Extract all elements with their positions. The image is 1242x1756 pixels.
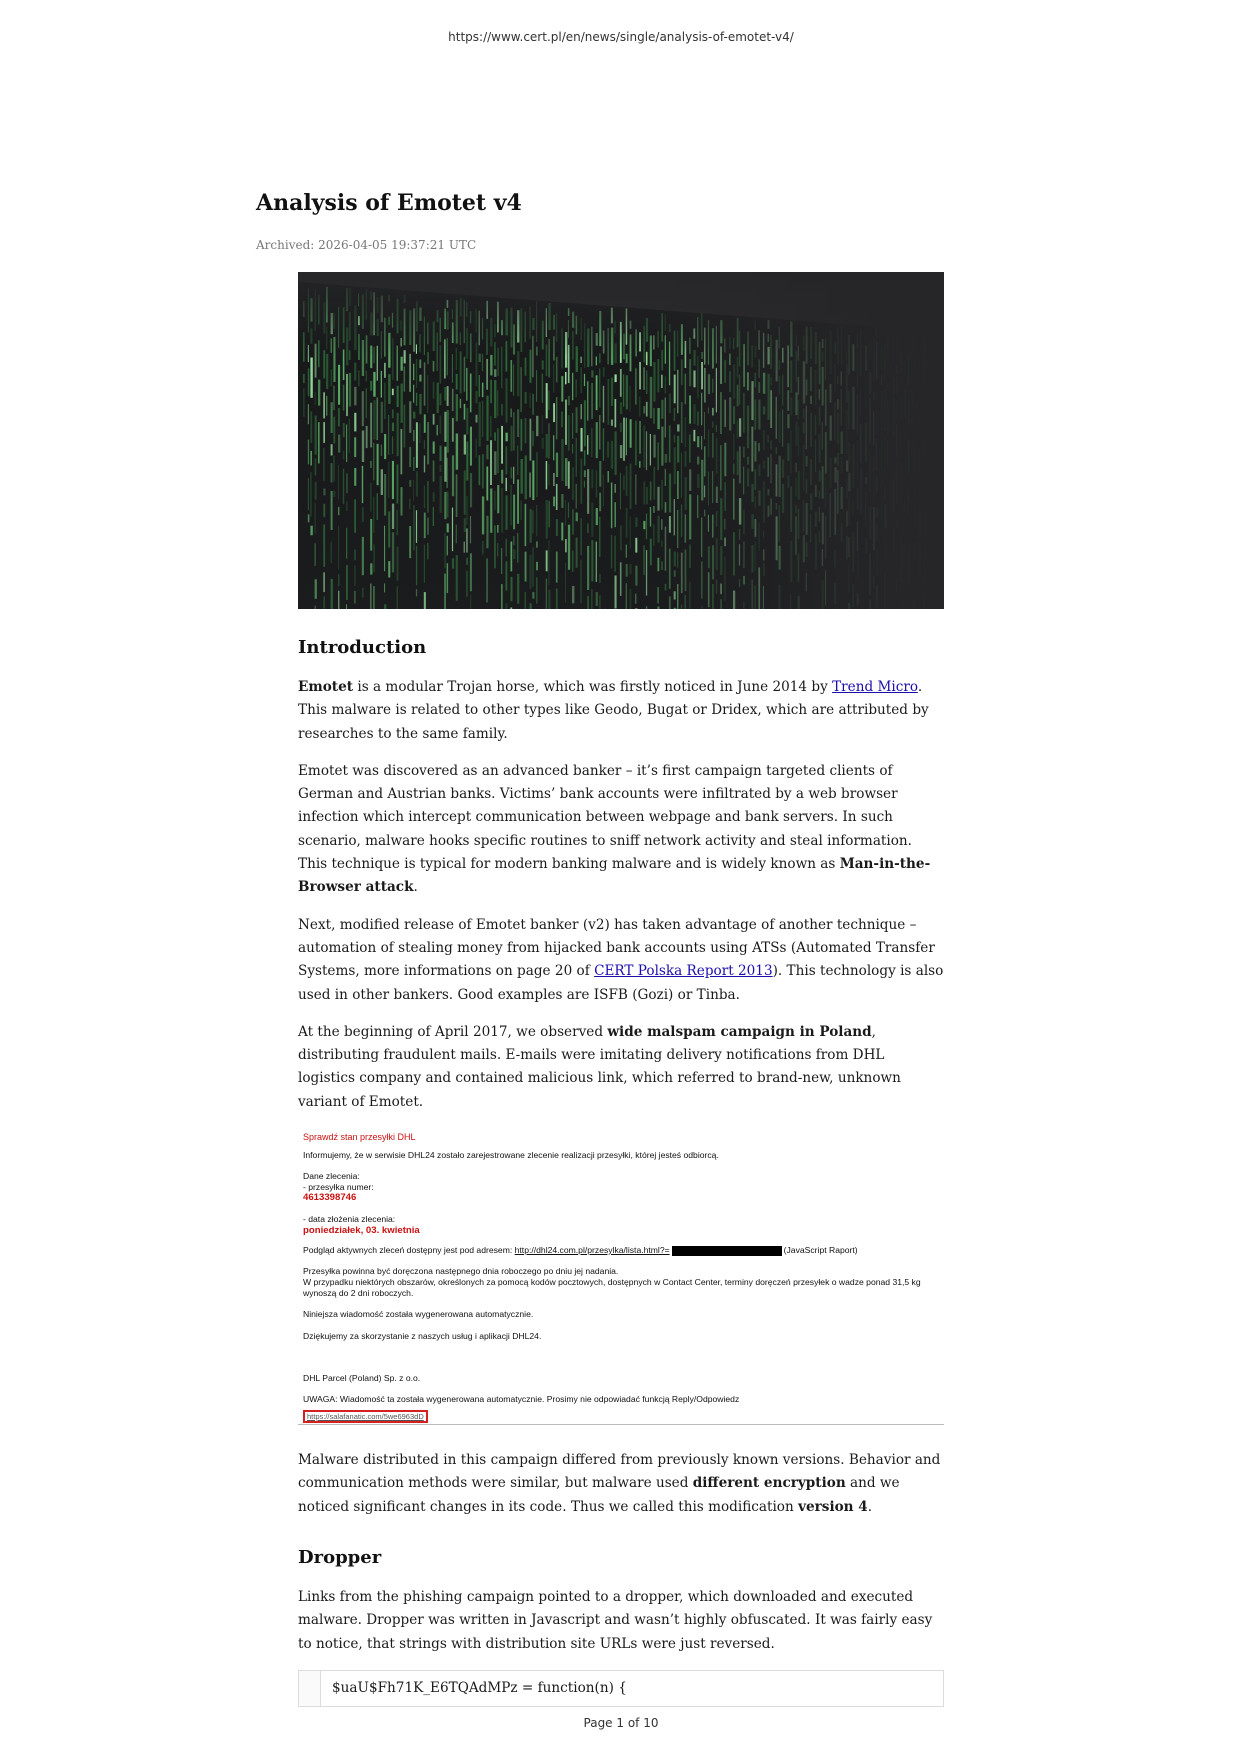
email-preview-suffix: (JavaScript Raport) (783, 1245, 858, 1256)
campaign-paragraph (298, 1449, 944, 1519)
email-malicious-link: https://salafanatic.com/5we6963dD (303, 1410, 428, 1423)
email-date-label: - data złożenia zlecenia: (303, 1214, 396, 1225)
cert-report-link[interactable]: CERT Polska Report 2013 (594, 963, 773, 980)
phishing-email-screenshot (298, 1128, 944, 1425)
intro-p3-text: Next, modified release of Emotet banker (v2) has taken advantage of another technique – automation of stealing money from hijacked bank accounts using ATSs (Automated Transfer Systems, more informations on page 20 of (298, 916, 935, 980)
dropper-heading: Dropper (298, 1546, 382, 1568)
intro-p2-end: . (413, 879, 418, 896)
trend-micro-link[interactable]: Trend Micro (832, 679, 918, 695)
email-details-label: Dane zlecenia: (303, 1171, 360, 1182)
article-body (298, 272, 944, 1707)
campaign-text-2: and we noticed significant changes in its code. Thus we called this modification (298, 1475, 900, 1515)
code-block (298, 1670, 944, 1707)
email-malicious-link-row (303, 1411, 428, 1421)
campaign-text: Malware distributed in this campaign differed from previously known versions. Behavior and communication methods were similar, but malware used (298, 1452, 941, 1492)
hero-matrix-code-image (298, 272, 944, 609)
intro-paragraph-1 (298, 676, 944, 746)
introduction-heading: Introduction (298, 637, 427, 658)
dropper-paragraph: Links from the phishing campaign pointed to a dropper, which downloaded and executed malware. Dropper was written in Javascript and wasn’t highly obfuscated. It was fairly easy to notice, that strings with distribution site URLs were just reversed. (298, 1588, 933, 1652)
emotet-bold: Emotet (298, 679, 354, 695)
intro-paragraph-3 (298, 914, 944, 1007)
code-line: $uaU$Fh71K_E6TQAdMPz = function(n) { (332, 1679, 627, 1696)
intro-p4-text: At the beginning of April 2017, we observed (298, 1023, 608, 1040)
code-line-gutter (299, 1671, 321, 1706)
email-preview-text: Podgląd aktywnych zleceń dostępny jest pod adresem: (303, 1245, 515, 1256)
intro-p4-text-end: , distributing fraudulent mails. E-mails were imitating delivery notifications from DHL logistics company and contained malicious link, which referred to brand-new, unknown variant of Emotet. (298, 1023, 901, 1110)
intro-paragraph-2 (298, 760, 944, 900)
email-number-label: - przesyłka numer: (303, 1182, 374, 1193)
email-preview-line (303, 1245, 858, 1256)
email-auto-message: Niniejsza wiadomość została wygenerowana automatycznie. (303, 1309, 534, 1320)
intro-p1-text-end: . This malware is related to other types like Geodo, Bugat or Dridex, which are attributed by researches to the same family. (298, 679, 929, 742)
email-delivery-2: W przypadku niektórych obszarów, określonych za pomocą kodów pocztowych, dostępnych w Contact Center, terminy doręczeń przesyłek o wadze ponad 31,5 kg (303, 1277, 921, 1288)
email-preview-link: http://dhl24.com.pl/przesylka/lista.html?= (514, 1245, 670, 1256)
email-delivery-3: wynoszą do 2 dni roboczych. (303, 1288, 414, 1299)
email-subject: Sprawdź stan przesyłki DHL (303, 1132, 416, 1143)
archived-timestamp: Archived: 2026-04-05 19:37:21 UTC (256, 238, 477, 252)
redaction-bar (672, 1246, 782, 1256)
email-delivery-1: Przesyłka powinna być doręczona następnego dnia roboczego po dniu jej nadania. (303, 1266, 619, 1277)
email-company: DHL Parcel (Poland) Sp. z o.o. (303, 1373, 421, 1384)
encryption-bold: different encryption (692, 1475, 846, 1492)
intro-paragraph-4 (298, 1021, 944, 1114)
malspam-bold: wide malspam campaign in Poland (607, 1023, 872, 1040)
intro-p3-text-end: ). This technology is also used in other bankers. Good examples are ISFB (Gozi) or Tinba. (298, 963, 944, 1003)
email-thanks: Dziękujemy za skorzystanie z naszych usług i aplikacji DHL24. (303, 1331, 542, 1342)
mitb-bold: Man-in-the-Browser attack (298, 856, 931, 896)
email-parcel-number: 4613398746 (303, 1192, 357, 1204)
email-warning: UWAGA: Wiadomość ta została wygenerowana automatycznie. Prosimy nie odpowiadać funkcją Reply/Odpowiedz (303, 1394, 740, 1405)
version4-bold: version 4 (798, 1498, 868, 1515)
page-number-footer: Page 1 of 10 (583, 1716, 659, 1730)
campaign-end: . (867, 1498, 873, 1515)
page-url-header: https://www.cert.pl/en/news/single/analysis-of-emotet-v4/ (448, 30, 794, 44)
email-order-date: poniedziałek, 03. kwietnia (303, 1225, 420, 1237)
email-line-1: Informujemy, że w serwisie DHL24 zostało zarejestrowane zlecenie realizacji przesyłki, której jesteś odbiorcą. (303, 1150, 719, 1161)
article-title: Analysis of Emotet v4 (256, 190, 522, 216)
intro-p1-text: is a modular Trojan horse, which was firstly noticed in June 2014 by (353, 679, 833, 695)
intro-p2-text: Emotet was discovered as an advanced banker – it’s first campaign targeted clients of German and Austrian banks. Victims’ bank accounts were infiltrated by a web browser infection which intercept communication between webpage and bank servers. In such scenario, malware hooks specific routines to sniff network activity and steal information. This technique is typical for modern banking malware and is widely known as (298, 762, 913, 873)
